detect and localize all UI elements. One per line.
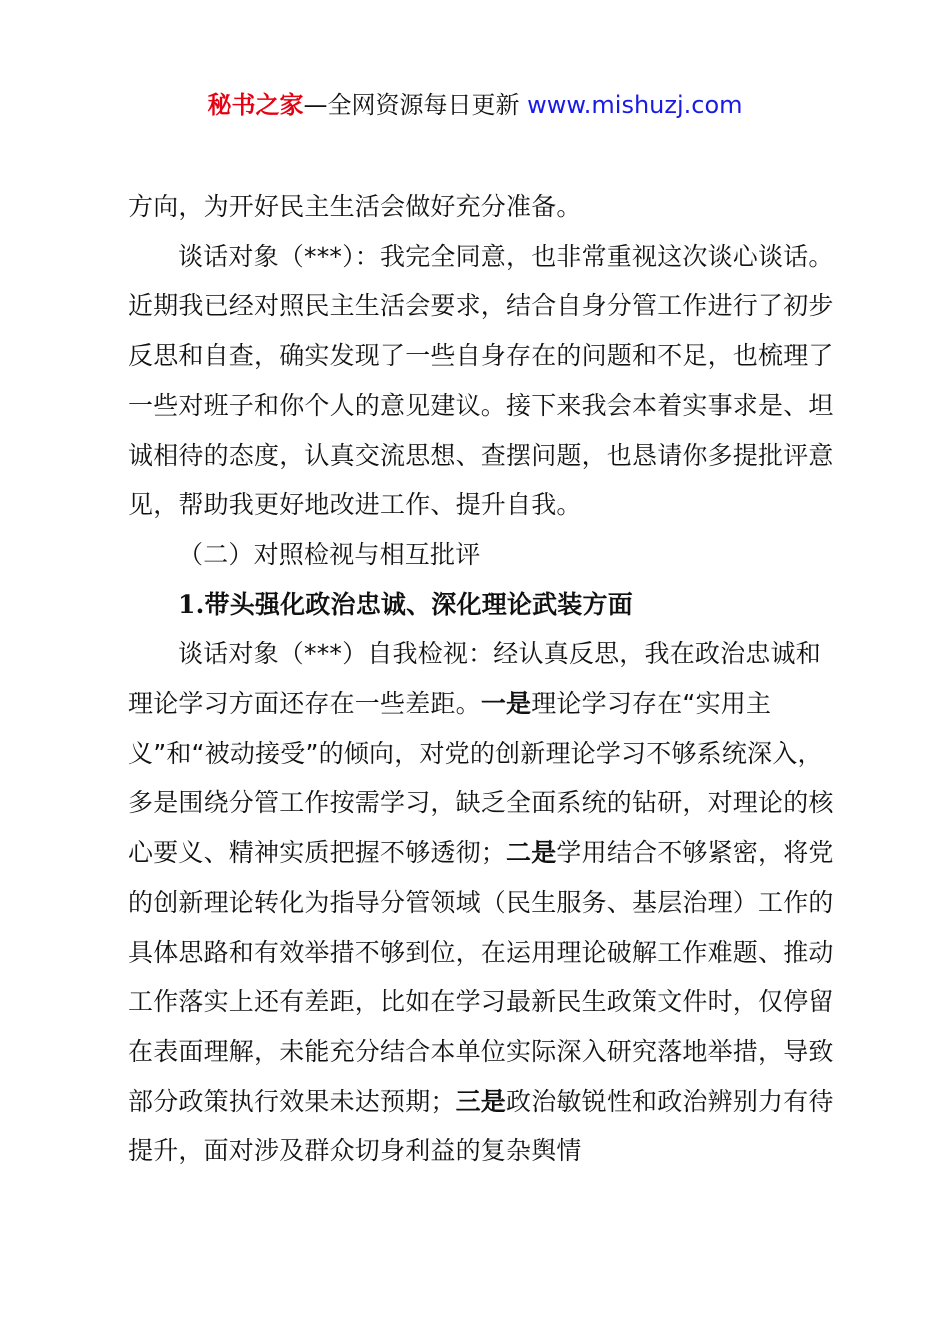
brand-name: 秘书之家 <box>207 91 304 119</box>
subheading: 1.带头强化政治忠诚、深化理论武装方面 <box>178 589 633 619</box>
self-review-intro: 谈话对象（***）自我检视：经认真反思，我在政治忠诚和理论学习方面还存在一些差距。 <box>128 639 821 719</box>
section-heading: （二）对照检视与相互批评 <box>178 539 481 569</box>
paragraph-response: 谈话对象（***）：我完全同意，也非常重视这次谈心谈话。近期我已经对照民主生活会要求，结合自身分管工作进行了初步反思和自查，确实发现了一些自身存在的问题和不足，也梳理了一些对班子和你个人的意见建议。接下来我会本着实事求是、坦诚相待的态度，认真交流思想、查摆问题，也恳请你多提批评意见，帮助我更好地改进工作、提升自我。 <box>128 241 834 520</box>
point-three-text: 政治敏锐性和政治辨别力有待提升，面对涉及群众切身利益的复杂舆情 <box>128 1086 834 1166</box>
point-two-label: 二是 <box>506 838 557 868</box>
paragraph-self-review <box>128 629 834 1176</box>
point-three-label: 三是 <box>455 1086 507 1116</box>
point-one-label: 一是 <box>480 689 532 719</box>
site-url-link[interactable]: www.mishuzj.com <box>527 91 743 119</box>
point-two-text: 学用结合不够紧密，将党的创新理论转化为指导分管领域（民生服务、基层治理）工作的具体思路和有效举措不够到位，在运用理论破解工作难题、推动工作落实上还有差距，比如在学习最新民生政策文件时，仅停留在表面理解，未能充分结合本单位实际深入研究落地举措，导致部分政策执行效果未达预期； <box>128 838 834 1116</box>
site-header <box>0 88 950 122</box>
paragraph-continuation: 方向，为开好民主生活会做好充分准备。 <box>128 192 582 221</box>
document-body <box>128 182 834 1176</box>
point-one-text: 理论学习存在“实用主义”和“被动接受”的倾向，对党的创新理论学习不够系统深入，多是围绕分管工作按需学习，缺乏全面系统的钻研，对理论的核心要义、精神实质把握不够透彻； <box>128 689 834 868</box>
header-tagline: —全网资源每日更新 <box>303 91 528 119</box>
